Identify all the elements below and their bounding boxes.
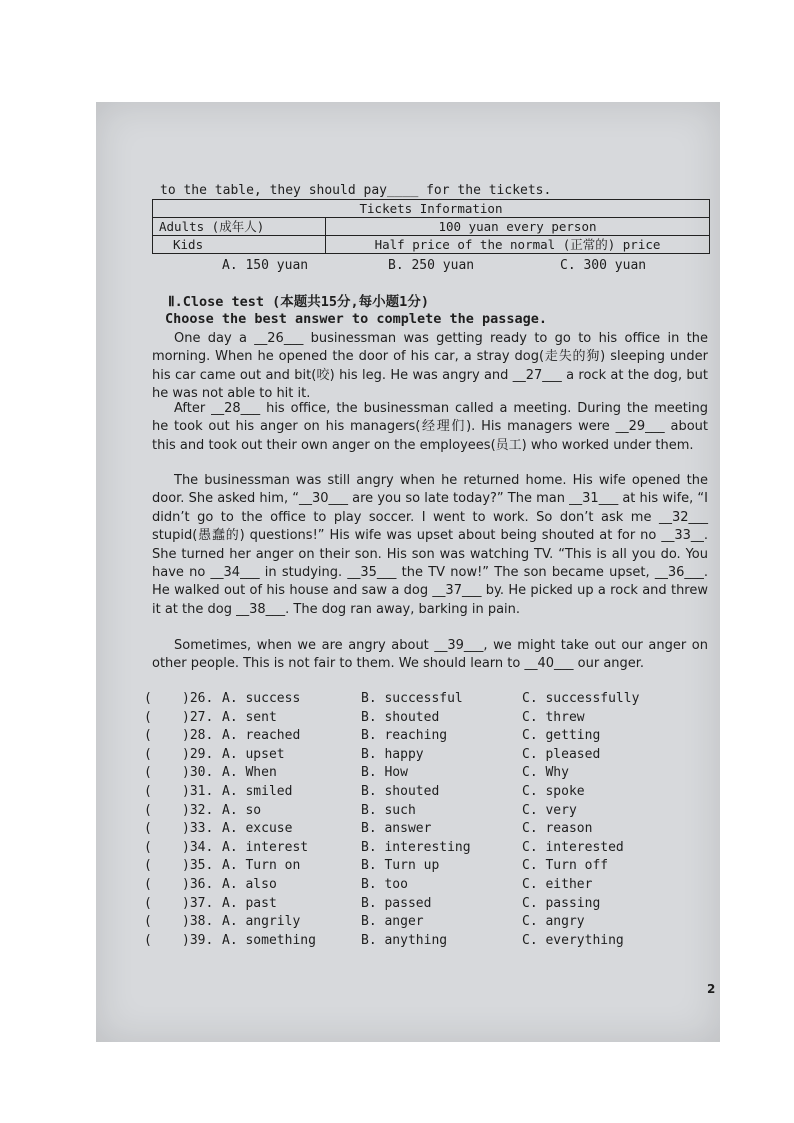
row-value: 100 yuan every person xyxy=(326,218,710,236)
answer-bracket: ( xyxy=(144,914,152,930)
question-number: )28. xyxy=(182,728,214,744)
question-number: )32. xyxy=(182,802,214,818)
question-number: )34. xyxy=(182,839,214,855)
answer-bracket: ( xyxy=(144,728,152,744)
option-c: C. angry xyxy=(522,914,585,930)
answer-bracket: ( xyxy=(144,895,152,911)
option-c: C. very xyxy=(522,802,577,818)
question-number: )39. xyxy=(182,932,214,948)
passage-paragraph-2: After __28___ his office, the businessman called a meeting. During the meeting he took out his anger on his managers(经理们). His managers were __29___ about this and took out their own anger on the employees(员工) who worked under them. xyxy=(152,401,708,453)
option-b: B. too xyxy=(361,877,408,892)
option-b: B. Turn up xyxy=(361,858,440,874)
tickets-table xyxy=(152,199,710,254)
question-number: )30. xyxy=(182,765,214,781)
question-number: )35. xyxy=(182,858,214,874)
option-a: A. sent xyxy=(222,709,277,725)
option-b: B. How xyxy=(361,765,408,781)
row-label: Adults (成年人) xyxy=(153,218,326,236)
option-a: A. interest xyxy=(222,839,309,855)
option-c: C. threw xyxy=(522,709,585,725)
passage-paragraph-1: One day a __26___ businessman was getting ready to go to his office in the morning. When he opened the door of his car, a stray dog(走失的狗) sleeping under his car came out and bit(咬) his leg. He was angry and __27___ a rock at the dog, but he was not able to hit it. xyxy=(152,331,708,402)
option-a: A. upset xyxy=(222,746,285,762)
option-c: C. reason xyxy=(522,821,593,837)
option-a: A. success xyxy=(222,691,301,706)
option-c: C. everything xyxy=(522,932,624,948)
question-number: )27. xyxy=(182,709,214,725)
question-number: )38. xyxy=(182,914,214,930)
answer-bracket: ( xyxy=(144,746,152,762)
answer-bracket: ( xyxy=(144,802,152,818)
option-a: A. angrily xyxy=(222,914,301,930)
option-a: A. excuse xyxy=(222,821,293,837)
answer-bracket: ( xyxy=(144,839,152,855)
ticket-option-b: B. 250 yuan xyxy=(388,258,475,273)
question-number: )31. xyxy=(182,784,214,799)
option-b: B. anything xyxy=(361,932,448,948)
answer-bracket: ( xyxy=(144,784,152,799)
ticket-option-c: C. 300 yuan xyxy=(560,258,647,273)
option-b: B. answer xyxy=(361,821,432,837)
tickets-table-header: Tickets Information xyxy=(153,200,710,218)
table-row xyxy=(153,218,710,236)
row-label: Kids xyxy=(153,236,326,254)
ticket-option-a: A. 150 yuan xyxy=(222,258,309,273)
option-c: C. Why xyxy=(522,765,569,781)
passage-paragraph-3: The businessman was still angry when he returned home. His wife opened the door. She asked him, “__30___ are you so late today?” The man __31___ at his wife, “I didn’t go to the office to play soccer. I went to work. So don’t ask me __32___ stupid(愚蠢的) questions!” His wife was upset about being shouted at for no __33__. She turned her anger on their son. His son was watching TV. “This is all you do. You have no __34___ in studying. __35___ the TV now!” The son became upset, __36___. He walked out of his house and saw a dog __37___ by. He picked up a rock and threw it at the dog __38___. The dog ran away, barking in pain. xyxy=(152,473,708,617)
option-a: A. something xyxy=(222,932,316,948)
option-c: C. successfully xyxy=(522,691,640,706)
intro-line: to the table, they should pay____ for the tickets. xyxy=(160,183,552,198)
answer-bracket: ( xyxy=(144,821,152,837)
option-a: A. past xyxy=(222,895,277,911)
option-a: A. so xyxy=(222,802,262,818)
answer-bracket: ( xyxy=(144,858,152,874)
option-b: B. shouted xyxy=(361,709,440,725)
answer-bracket: ( xyxy=(144,932,152,948)
table-row xyxy=(153,236,710,254)
option-b: B. successful xyxy=(361,691,463,706)
option-b: B. happy xyxy=(361,746,424,762)
option-b: B. reaching xyxy=(361,728,448,744)
option-b: B. passed xyxy=(361,895,432,911)
option-a: A. reached xyxy=(222,728,301,744)
question-number: )36. xyxy=(182,877,214,892)
passage-paragraph-4: Sometimes, when we are angry about __39___, we might take out our anger on other people. This is not fair to them. We should learn to __40___ our anger. xyxy=(152,638,708,672)
section-title: Ⅱ.Close test (本题共15分,每小题1分) xyxy=(168,294,429,310)
option-b: B. anger xyxy=(361,914,424,930)
page-number: 2 xyxy=(707,982,716,996)
option-c: C. getting xyxy=(522,728,601,744)
option-a: A. When xyxy=(222,765,277,781)
question-number: )33. xyxy=(182,821,214,837)
row-value: Half price of the normal (正常的) price xyxy=(326,236,710,254)
option-b: B. such xyxy=(361,802,416,818)
option-c: C. pleased xyxy=(522,746,601,762)
option-b: B. shouted xyxy=(361,784,440,799)
question-number: )37. xyxy=(182,895,214,911)
option-c: C. spoke xyxy=(522,784,585,799)
section-instruction: Choose the best answer to complete the passage. xyxy=(165,311,548,327)
answer-bracket: ( xyxy=(144,765,152,781)
option-a: A. also xyxy=(222,877,277,892)
option-b: B. interesting xyxy=(361,839,471,855)
answer-bracket: ( xyxy=(144,709,152,725)
answer-bracket: ( xyxy=(144,877,152,892)
option-c: C. interested xyxy=(522,839,624,855)
option-c: C. Turn off xyxy=(522,858,609,874)
option-c: C. either xyxy=(522,877,593,892)
option-a: A. Turn on xyxy=(222,858,301,874)
option-a: A. smiled xyxy=(222,784,293,799)
answer-bracket: ( xyxy=(144,691,152,706)
question-number: )29. xyxy=(182,746,214,762)
option-c: C. passing xyxy=(522,895,601,911)
question-number: )26. xyxy=(182,691,214,706)
